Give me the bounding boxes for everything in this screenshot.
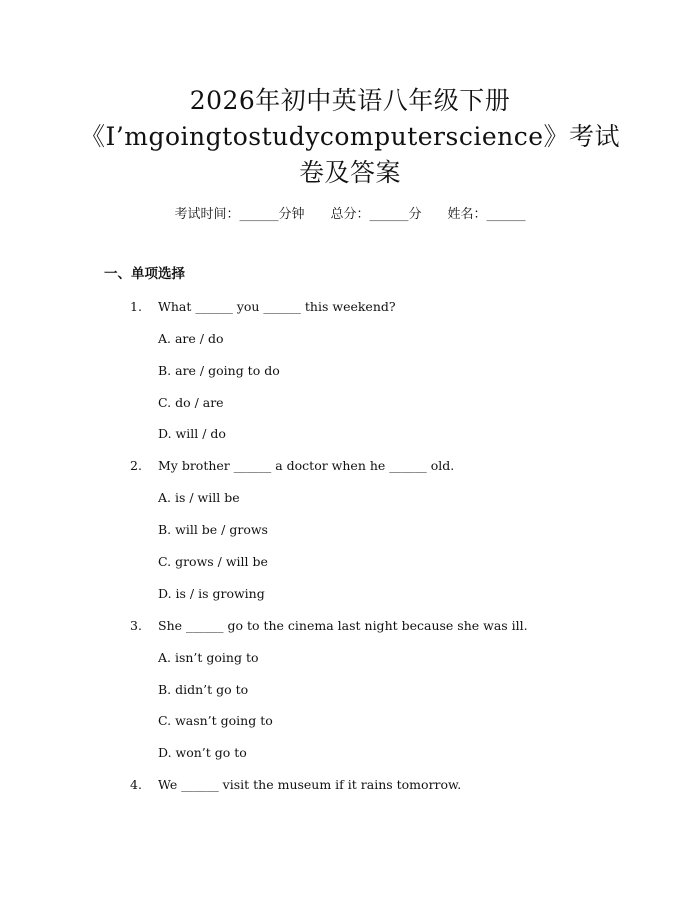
- question-text: We ______ visit the museum if it rains tomorrow.: [158, 777, 462, 792]
- title-line-3: 卷及答案: [298, 158, 401, 187]
- option-a: A. are / do: [158, 331, 224, 346]
- option-c: C. wasn’t going to: [158, 713, 273, 728]
- title-line-2: 《I’mgoingtostudycomputerscience》考试: [79, 122, 621, 151]
- question-number: 3.: [130, 618, 142, 633]
- student-name-field: 姓名：______: [447, 207, 526, 222]
- question-number: 4.: [130, 777, 142, 792]
- question-text: What ______ you ______ this weekend?: [158, 299, 396, 314]
- section-heading: 一、单项选择: [104, 266, 185, 282]
- question-number: 2.: [130, 458, 142, 473]
- option-d: D. won’t go to: [158, 745, 247, 760]
- question-number: 1.: [130, 299, 142, 314]
- option-b: B. are / going to do: [158, 363, 280, 378]
- option-a: A. isn’t going to: [158, 650, 259, 665]
- exam-time-field: 考试时间：______分钟: [174, 207, 305, 222]
- title-line-1: 2026年初中英语八年级下册: [189, 86, 511, 115]
- option-a: A. is / will be: [158, 490, 240, 505]
- option-b: B. didn’t go to: [158, 682, 249, 697]
- option-c: C. grows / will be: [158, 554, 268, 569]
- option-d: D. is / is growing: [158, 586, 265, 601]
- total-score-field: 总分：______分: [330, 207, 422, 222]
- question-text: She ______ go to the cinema last night because she was ill.: [158, 618, 528, 633]
- option-b: B. will be / grows: [158, 522, 268, 537]
- option-d: D. will / do: [158, 426, 226, 441]
- option-c: C. do / are: [158, 395, 224, 410]
- exam-meta: [0, 204, 700, 226]
- question-text: My brother ______ a doctor when he ______ old.: [158, 458, 455, 473]
